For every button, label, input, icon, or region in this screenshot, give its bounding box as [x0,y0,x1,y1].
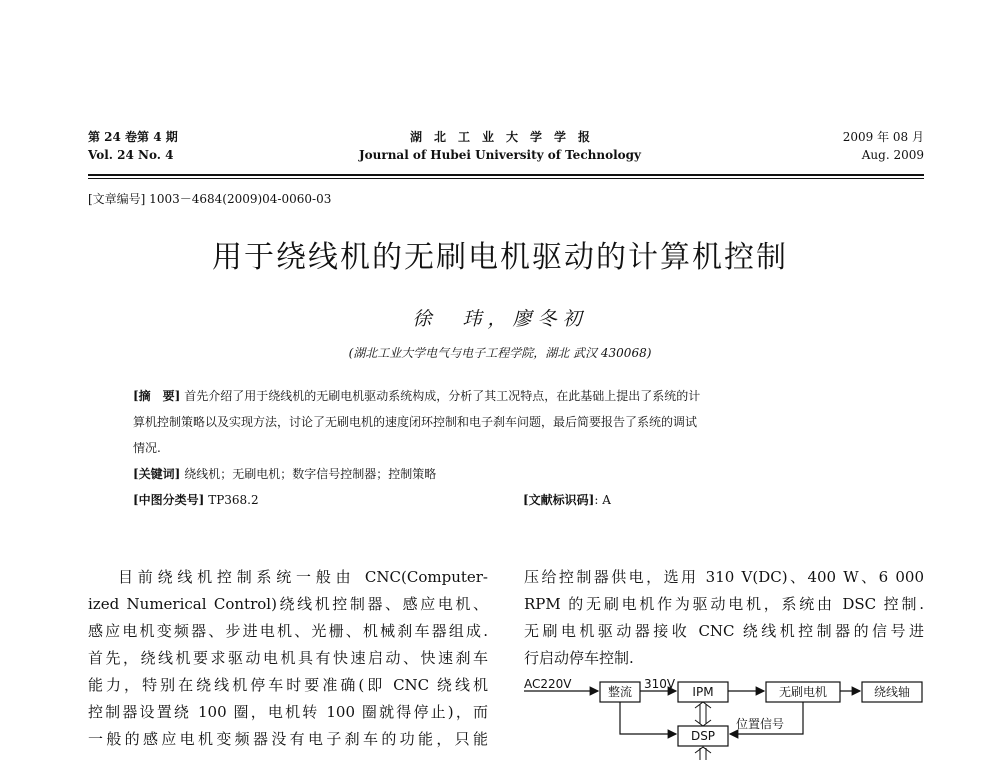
journal-en: Journal of Hubei University of Technology [358,148,642,162]
body-line: RPM 的无刷电机作为驱动电机，系统由 DSC 控制. [524,595,924,613]
body-line: ized Numerical Control)绕线机控制器、感应电机、 [88,595,488,613]
affiliation: (湖北工业大学电气与电子工程学院，湖北 武汉 430068) [348,346,652,360]
volume-cn: 第 24 卷第 4 期 [88,130,178,144]
dc-label: 310V [644,677,676,691]
position-signal-label: 位置信号 [736,717,785,731]
doc-code-text: : A [594,493,611,507]
classification-text: TP368.2 [208,493,259,507]
doc-code [523,487,611,513]
dsp-label: DSP [690,729,716,743]
ipm-dsp-arrow-down [695,720,711,726]
body-line: 能力，特别在绕线机停车时要准确(即 CNC 绕线机 [88,676,488,694]
header-rule-thick [88,174,924,176]
system-block-diagram [524,676,924,760]
date-en: Aug. 2009 [861,148,924,162]
rectifier-label: 整流 [607,685,633,699]
body-line: 控制器设置绕 100 圈，电机转 100 圈就得停止)，而 [88,703,488,721]
shaft-label: 绕线轴 [873,685,911,699]
journal-cn: 湖 北 工 业 大 学 学 报 [409,130,590,144]
abstract [133,383,868,513]
volume-en: Vol. 24 No. 4 [88,148,174,162]
body-line: 感应电机变频器、步进电机、光栅、机械刹车器组成. [88,622,488,640]
ac-label: AC220V [524,677,572,691]
classification-row [133,487,868,513]
body-line: 首先，绕线机要求驱动电机具有快速启动、快速刹车 [88,649,488,667]
classification-label: [中图分类号] [133,493,205,507]
body-left-column [88,564,488,753]
header-rule-thin [88,178,924,179]
authors: 徐 玮，廖冬初 [412,308,588,330]
body-line: 压给控制器供电，选用 310 V(DC)、400 W、6 000 [524,568,924,586]
dsp-down-arrow [695,747,711,753]
body-right-column [524,564,924,672]
keywords-text: 绕线机；无刷电机；数字信号控制器；控制策略 [184,467,437,481]
body-line: 无刷电机驱动器接收 CNC 绕线机控制器的信号进 [524,622,924,640]
body-line: 目前绕线机控制系统一般由 CNC(Computer- [118,568,488,586]
abstract-line: 算机控制策略以及实现方法，讨论了无刷电机的速度闭环控制和电子刹车问题，最后简要报告了系统的调试 [133,415,698,429]
keywords [133,461,868,487]
abstract-line: 情况. [133,441,161,455]
body-line: 行启动停车控制. [524,649,634,667]
abstract-line: [摘 要] 首先介绍了用于绕线机的无刷电机驱动系统构成，分析了其工况特点，在此基础上提出了系统的计 [133,389,701,403]
rectifier-to-dsp-line [620,702,676,734]
body-line: 一般的感应电机变频器没有电子刹车的功能，只能 [88,730,488,748]
abstract-label: [摘 要] [133,389,181,403]
doc-code-label: [文献标识码] [523,493,595,507]
keywords-label: [关键词] [133,467,181,481]
article-number: [文章编号] 1003－4684(2009)04-0060-03 [88,192,332,206]
ipm-label: IPM [692,685,714,699]
date-cn: 2009 年 08 月 [842,130,924,144]
motor-label: 无刷电机 [778,685,828,699]
paper-title: 用于绕线机的无刷电机驱动的计算机控制 [212,240,788,275]
ipm-dsp-arrow-up [695,702,711,708]
